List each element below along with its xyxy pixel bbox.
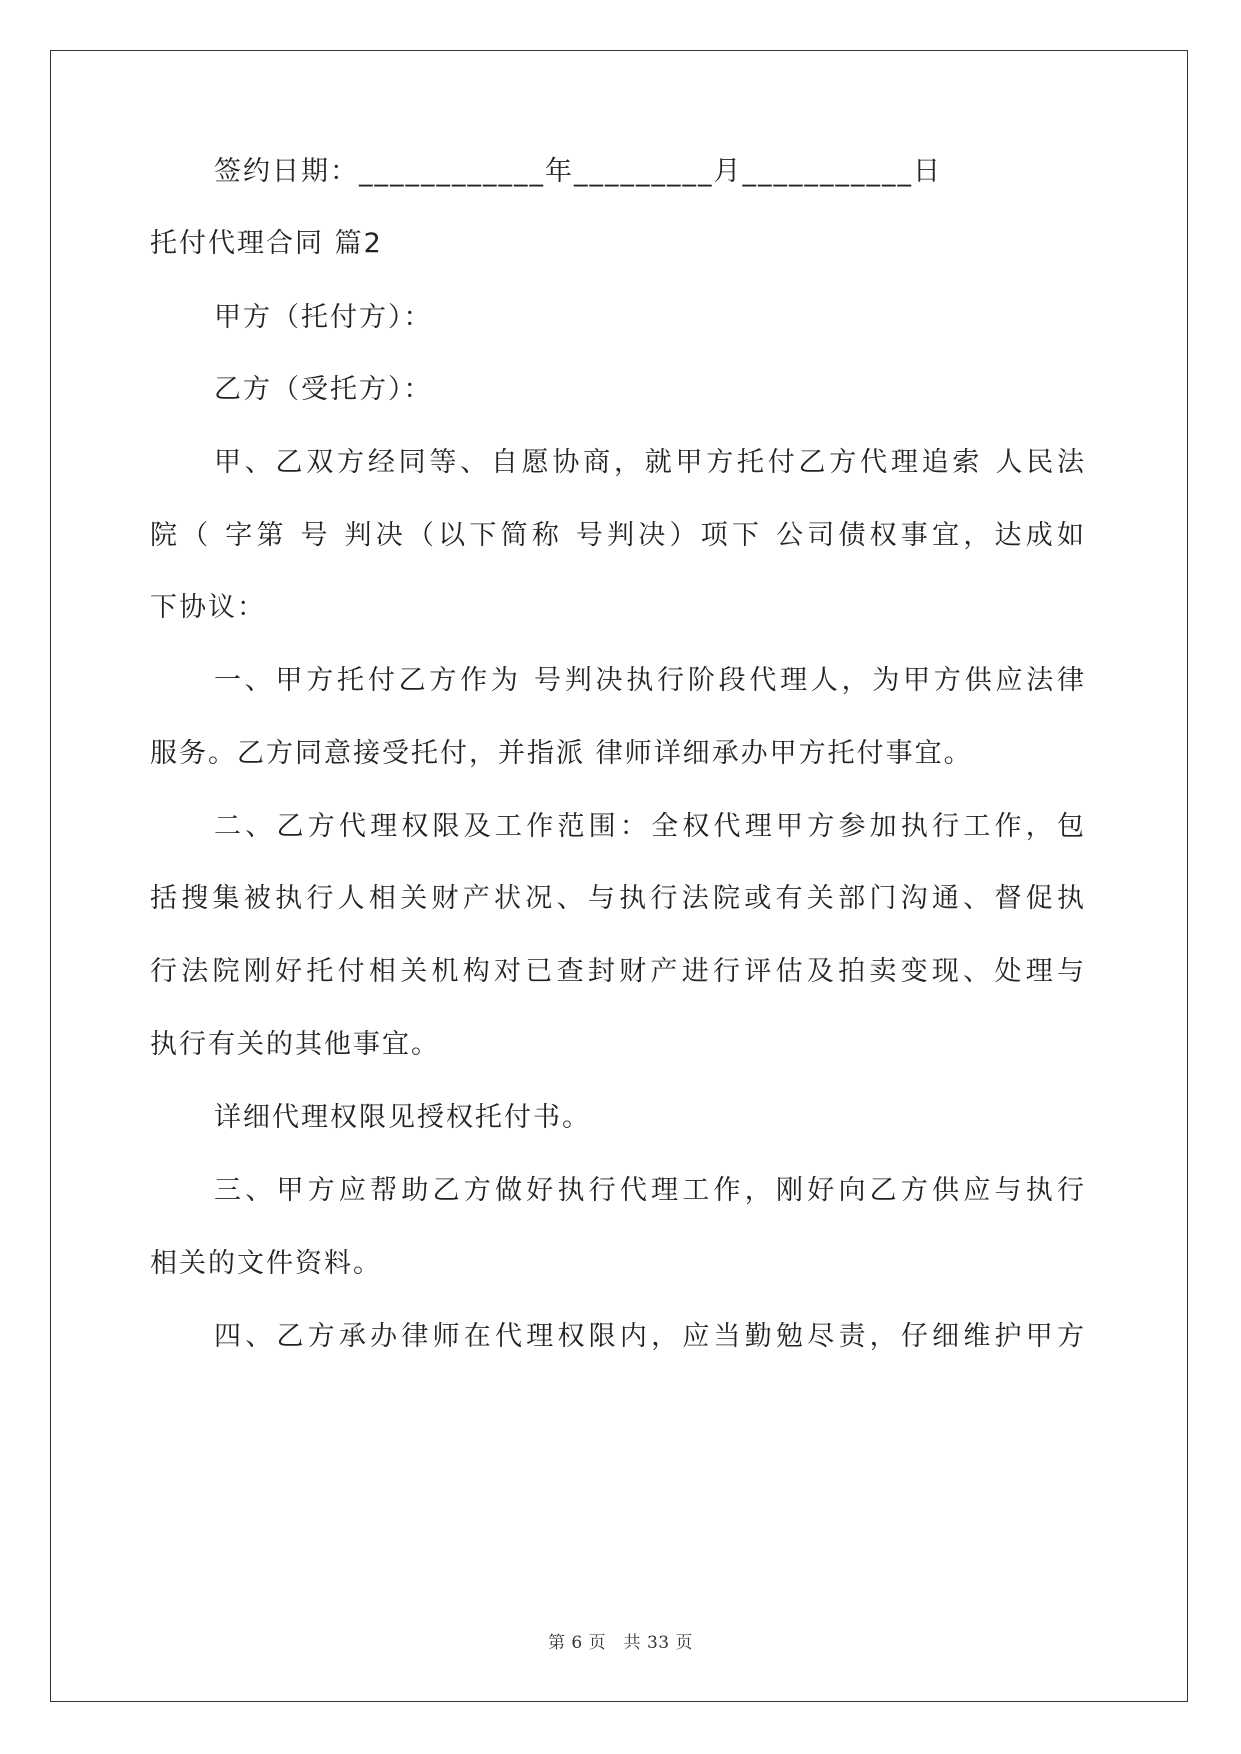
clause-2-line-3: 行法院刚好托付相关机构对已查封财产进行评估及拍卖变现、处理与 — [150, 956, 1086, 987]
sign-date-line: 签约日期：____________年_________月___________日 — [214, 156, 942, 187]
clause-1-line-1: 一、甲方托付乙方作为 号判决执行阶段代理人，为甲方供应法律 — [214, 665, 1086, 696]
intro-paragraph-line-1: 甲、乙双方经同等、自愿协商，就甲方托付乙方代理追索 人民法 — [214, 447, 1086, 478]
clause-2-line-4: 执行有关的其他事宜。 — [150, 1029, 440, 1060]
section-title: 托付代理合同 篇2 — [150, 228, 383, 259]
clause-2-line-1: 二、乙方代理权限及工作范围：全权代理甲方参加执行工作，包 — [214, 811, 1086, 842]
clause-1-line-2: 服务。乙方同意接受托付，并指派 律师详细承办甲方托付事宜。 — [150, 738, 973, 769]
clause-3-line-2: 相关的文件资料。 — [150, 1248, 382, 1279]
clause-2-line-2: 括搜集被执行人相关财产状况、与执行法院或有关部门沟通、督促执 — [150, 883, 1086, 914]
party-b-line: 乙方（受托方）： — [214, 374, 433, 405]
intro-paragraph-line-2: 院（ 字第 号 判决（以下简称 号判决）项下 公司债权事宜，达成如 — [150, 520, 1086, 551]
intro-paragraph-line-3: 下协议： — [150, 592, 266, 623]
party-a-line: 甲方（托付方）： — [214, 302, 433, 333]
clause-3-line-1: 三、甲方应帮助乙方做好执行代理工作，刚好向乙方供应与执行 — [214, 1175, 1086, 1206]
clause-4-line-1: 四、乙方承办律师在代理权限内，应当勤勉尽责，仔细维护甲方 — [214, 1321, 1086, 1352]
page-number-footer: 第 6 页 共 33 页 — [547, 1633, 694, 1653]
authority-note: 详细代理权限见授权托付书。 — [214, 1102, 591, 1133]
